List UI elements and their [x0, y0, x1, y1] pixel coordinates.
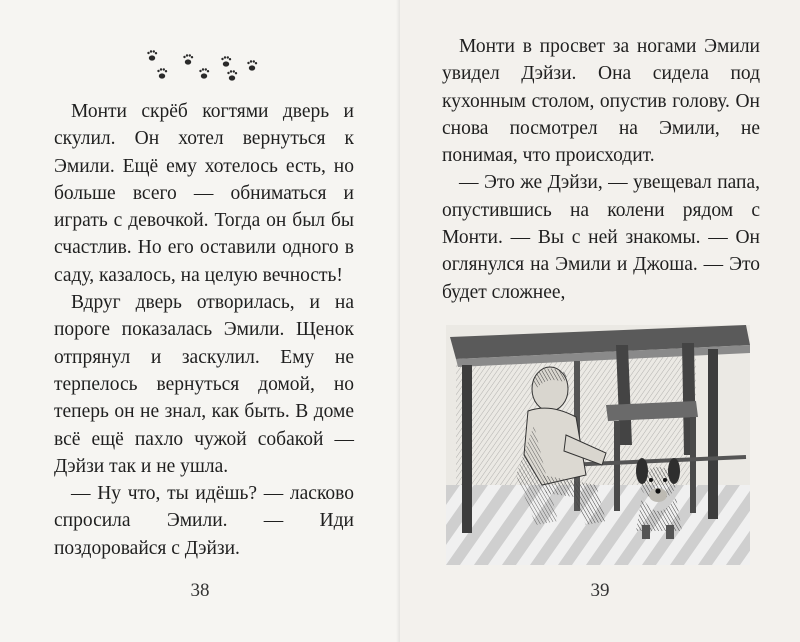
paragraph: — Это же Дэйзи, — увещевал папа, опустившись на колени рядом с Монти. — Вы с ней знакомы. — Он оглянулся на Эмили и Джоша. — Это будет сложнее, [442, 172, 760, 303]
paw-prints-icon [140, 42, 280, 94]
right-page [400, 0, 800, 642]
left-page-text [54, 98, 354, 562]
paragraph: Монти в просвет за ногами Эмили увидел Дэйзи. Она сидела под кухонным столом, опустив голову. Он снова посмотрел на Эмили, не понимая, что происходит. [442, 36, 760, 167]
page-number: 39 [590, 580, 610, 601]
paragraph: Монти скрёб когтями дверь и скулил. Он хотел вернуться к Эмили. Ещё ему хотелось есть, но больше всего — обниматься и играть с девочкой. Тогда он был бы счастлив. Но его оставили одного в саду, казалось, на целую вечность! [54, 101, 354, 286]
boy-and-puppy-under-table-illustration [446, 325, 750, 565]
page-number: 38 [190, 580, 210, 601]
paragraph: — Ну что, ты идёшь? — ласково спросила Эмили. — Иди поздоровайся с Дэйзи. [54, 483, 354, 559]
right-page-text [442, 33, 760, 306]
paragraph: Вдруг дверь отворилась, и на пороге показалась Эмили. Щенок отпрянул и заскулил. Ему не терпелось вернуться домой, но теперь он не знал, как быть. В доме всё ещё пахло чужой собакой — Дэйзи так и не ушла. [54, 292, 354, 477]
